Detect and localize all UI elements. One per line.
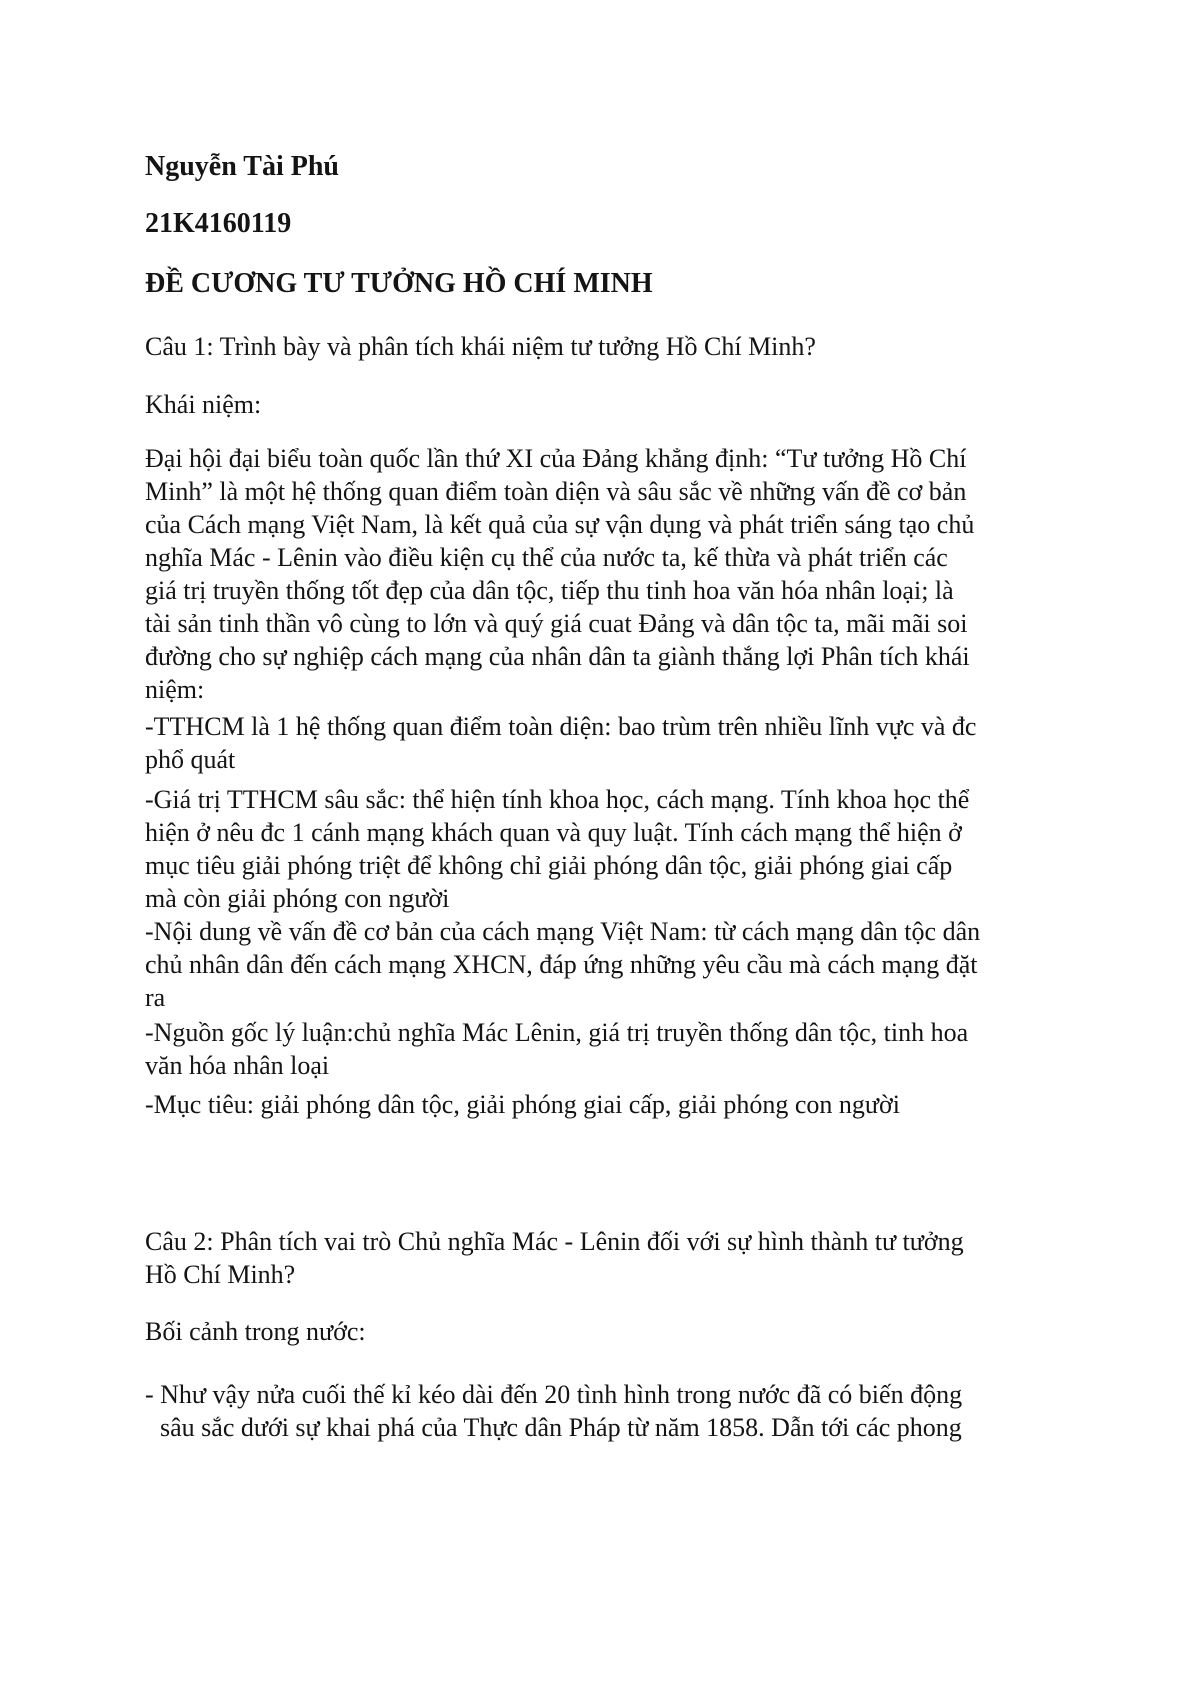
question-1: Câu 1: Trình bày và phân tích khái niệm tư tưởng Hồ Chí Minh?	[145, 332, 816, 361]
document-title: ĐỀ CƯƠNG TƯ TƯỞNG HỒ CHÍ MINH	[145, 268, 653, 299]
concept-paragraph	[145, 442, 974, 706]
point-line: -Nội dung về vấn đề cơ bản của cách mạng Việt Nam: từ cách mạng dân tộc dân	[145, 917, 981, 946]
point-content	[145, 915, 980, 1014]
paragraph-line: giá trị truyền thống tốt đẹp của dân tộc, tiếp thu tinh hoa văn hóa nhân loại; là	[145, 576, 954, 605]
point-line: -Mục tiêu: giải phóng dân tộc, giải phóng giai cấp, giải phóng con người	[145, 1090, 900, 1119]
paragraph-line: đường cho sự nghiệp cách mạng của nhân dân ta giành thắng lợi Phân tích khái	[145, 642, 970, 671]
point-line: mục tiêu giải phóng triệt để không chỉ giải phóng dân tộc, giải phóng giai cấp	[145, 851, 953, 880]
context-label: Bối cảnh trong nước:	[145, 1317, 366, 1346]
paragraph-line: Đại hội đại biểu toàn quốc lần thứ XI của Đảng khẳng định: “Tư tưởng Hồ Chí	[145, 444, 967, 473]
point-line: chủ nhân dân đến cách mạng XHCN, đáp ứng những yêu cầu mà cách mạng đặt	[145, 950, 978, 979]
paragraph-line: của Cách mạng Việt Nam, là kết quả của sự vận dụng và phát triển sáng tạo chủ	[145, 510, 975, 539]
point-comprehensive	[145, 710, 976, 776]
point-line: mà còn giải phóng con người	[145, 884, 450, 913]
bullet-line: - Như vậy nửa cuối thế kỉ kéo dài đến 20 tình hình trong nước đã có biến động	[145, 1380, 963, 1409]
point-line: -TTHCM là 1 hệ thống quan điểm toàn diện: bao trùm trên nhiều lĩnh vực và đc	[145, 712, 977, 741]
point-line: ra	[145, 983, 166, 1012]
point-origin	[145, 1016, 968, 1082]
author-name: Nguyễn Tài Phú	[145, 151, 339, 182]
point-line: -Nguồn gốc lý luận:chủ nghĩa Mác Lênin, giá trị truyền thống dân tộc, tinh hoa	[145, 1018, 969, 1047]
context-bullet	[145, 1378, 962, 1444]
concept-label: Khái niệm:	[145, 390, 262, 419]
paragraph-line: nghĩa Mác - Lênin vào điều kiện cụ thể của nước ta, kế thừa và phát triển các	[145, 543, 948, 572]
question-line: Hồ Chí Minh?	[145, 1260, 296, 1289]
point-line: -Giá trị TTHCM sâu sắc: thể hiện tính khoa học, cách mạng. Tính khoa học thể	[145, 785, 970, 814]
point-line: phổ quát	[145, 745, 236, 774]
point-goal	[145, 1088, 900, 1121]
bullet-line: sâu sắc dưới sự khai phá của Thực dân Pháp từ năm 1858. Dẫn tới các phong	[160, 1413, 962, 1442]
question-2	[145, 1225, 964, 1291]
student-id: 21K4160119	[145, 208, 292, 239]
point-line: văn hóa nhân loại	[145, 1051, 330, 1080]
paragraph-line: tài sản tinh thần vô cùng to lớn và quý giá cuat Đảng và dân tộc ta, mãi mãi soi	[145, 609, 968, 638]
paragraph-line: niệm:	[145, 675, 205, 704]
question-line: Câu 2: Phân tích vai trò Chủ nghĩa Mác - Lênin đối với sự hình thành tư tưởng	[145, 1227, 964, 1256]
paragraph-line: Minh” là một hệ thống quan điểm toàn diện và sâu sắc về những vấn đề cơ bản	[145, 477, 967, 506]
point-line: hiện ở nêu đc 1 cánh mạng khách quan và quy luật. Tính cách mạng thể hiện ở	[145, 818, 962, 847]
point-value	[145, 783, 969, 915]
